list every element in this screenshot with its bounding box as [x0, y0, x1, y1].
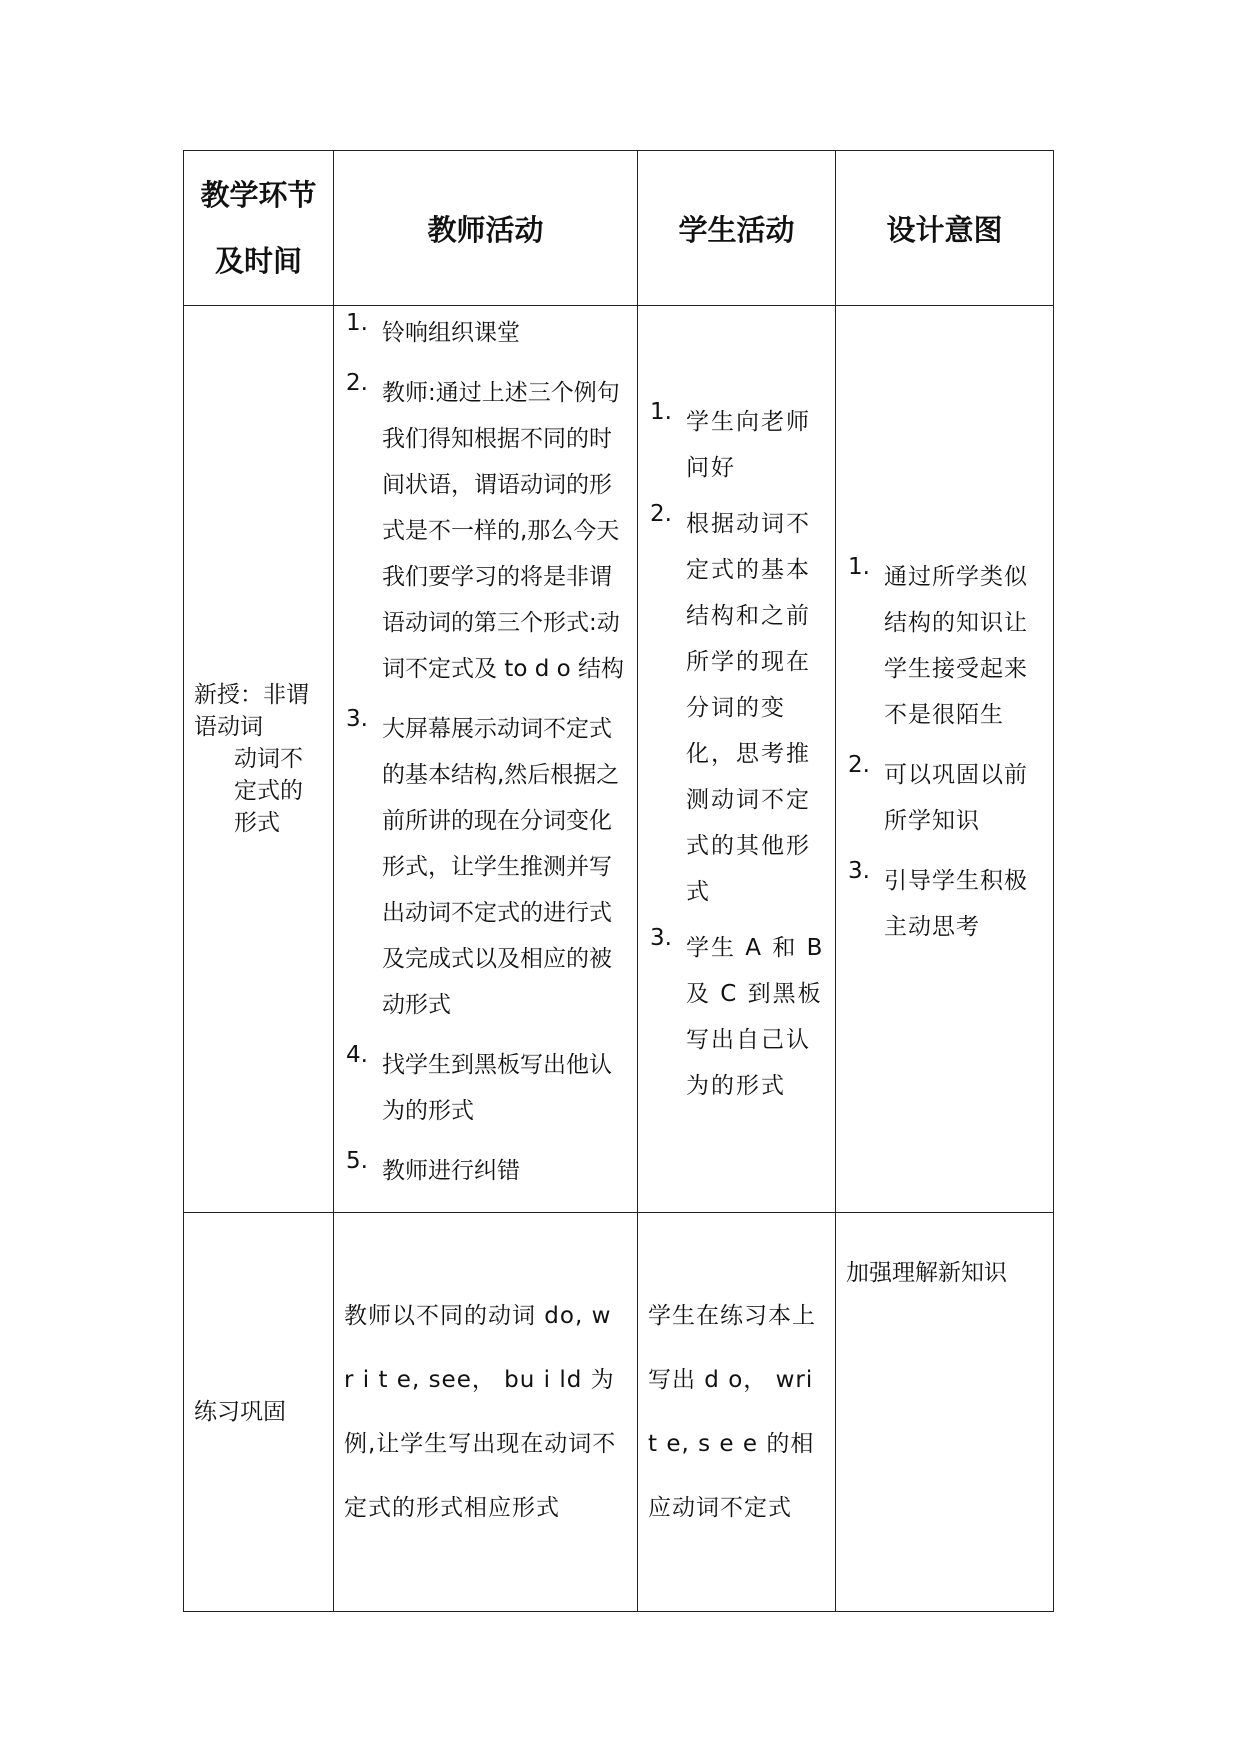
- list-item: 2. 根据动词不定式的基本结构和之前所学的现在分词的变化，思考推测动词不定式的其他形式: [650, 501, 811, 905]
- stage-line-1: 新授：非谓语动词: [194, 682, 309, 740]
- stage-line-2: 动词不定式的形式: [234, 746, 303, 836]
- header-row: [184, 151, 1054, 306]
- practice-row: [184, 1213, 1054, 1612]
- header-student: 学生活动: [638, 151, 836, 306]
- new-lesson-row: [184, 306, 1054, 1213]
- list-item: 1. 通过所学类似结构的知识让学生接受起来不是很陌生: [848, 554, 1028, 728]
- practice-intent: 加强理解新知识: [836, 1213, 1054, 1612]
- list-item: 1. 铃响组织课堂: [346, 310, 520, 346]
- header-intent: 设计意图: [836, 151, 1054, 306]
- header-teacher: 教师活动: [334, 151, 638, 306]
- list-item: 2. 教师:通过上述三个例句我们得知根据不同的时间状语，谓语动词的形式是不一样的,那么今天我们要学习的将是非谓语动词的第三个形式:动词不定式及 to d o 结构: [346, 370, 625, 682]
- new-lesson-stage: [184, 306, 334, 1213]
- lesson-plan-table: [183, 150, 1054, 1612]
- new-lesson-teacher: [334, 306, 638, 1213]
- practice-teacher: 教师以不同的动词 do, w r i t e, see， bu i ld 为例,让学生写出现在动词不定式的形式相应形式: [334, 1213, 638, 1612]
- list-item: 3. 大屏幕展示动词不定式的基本结构,然后根据之前所讲的现在分词变化形式，让学生推测并写出动词不定式的进行式及完成式以及相应的被动形式: [346, 706, 620, 1018]
- list-item: 3. 学生 A 和 B 及 C 到黑板写出自己认为的形式: [650, 925, 825, 1099]
- header-stage: 教学环节及时间: [184, 151, 334, 306]
- list-item: 4. 找学生到黑板写出他认为的形式: [346, 1042, 612, 1124]
- practice-stage: 练习巩固: [184, 1213, 334, 1612]
- list-item: 3. 引导学生积极主动思考: [848, 858, 1028, 940]
- new-lesson-student: [638, 306, 836, 1213]
- list-item: 2. 可以巩固以前所学知识: [848, 752, 1028, 834]
- list-item: 1. 学生向老师问好: [650, 399, 811, 481]
- new-lesson-intent: [836, 306, 1054, 1213]
- practice-student: 学生在练习本上写出 d o， wri t e, s e e 的相应动词不定式: [638, 1213, 836, 1612]
- list-item: 5. 教师进行纠错: [346, 1148, 520, 1184]
